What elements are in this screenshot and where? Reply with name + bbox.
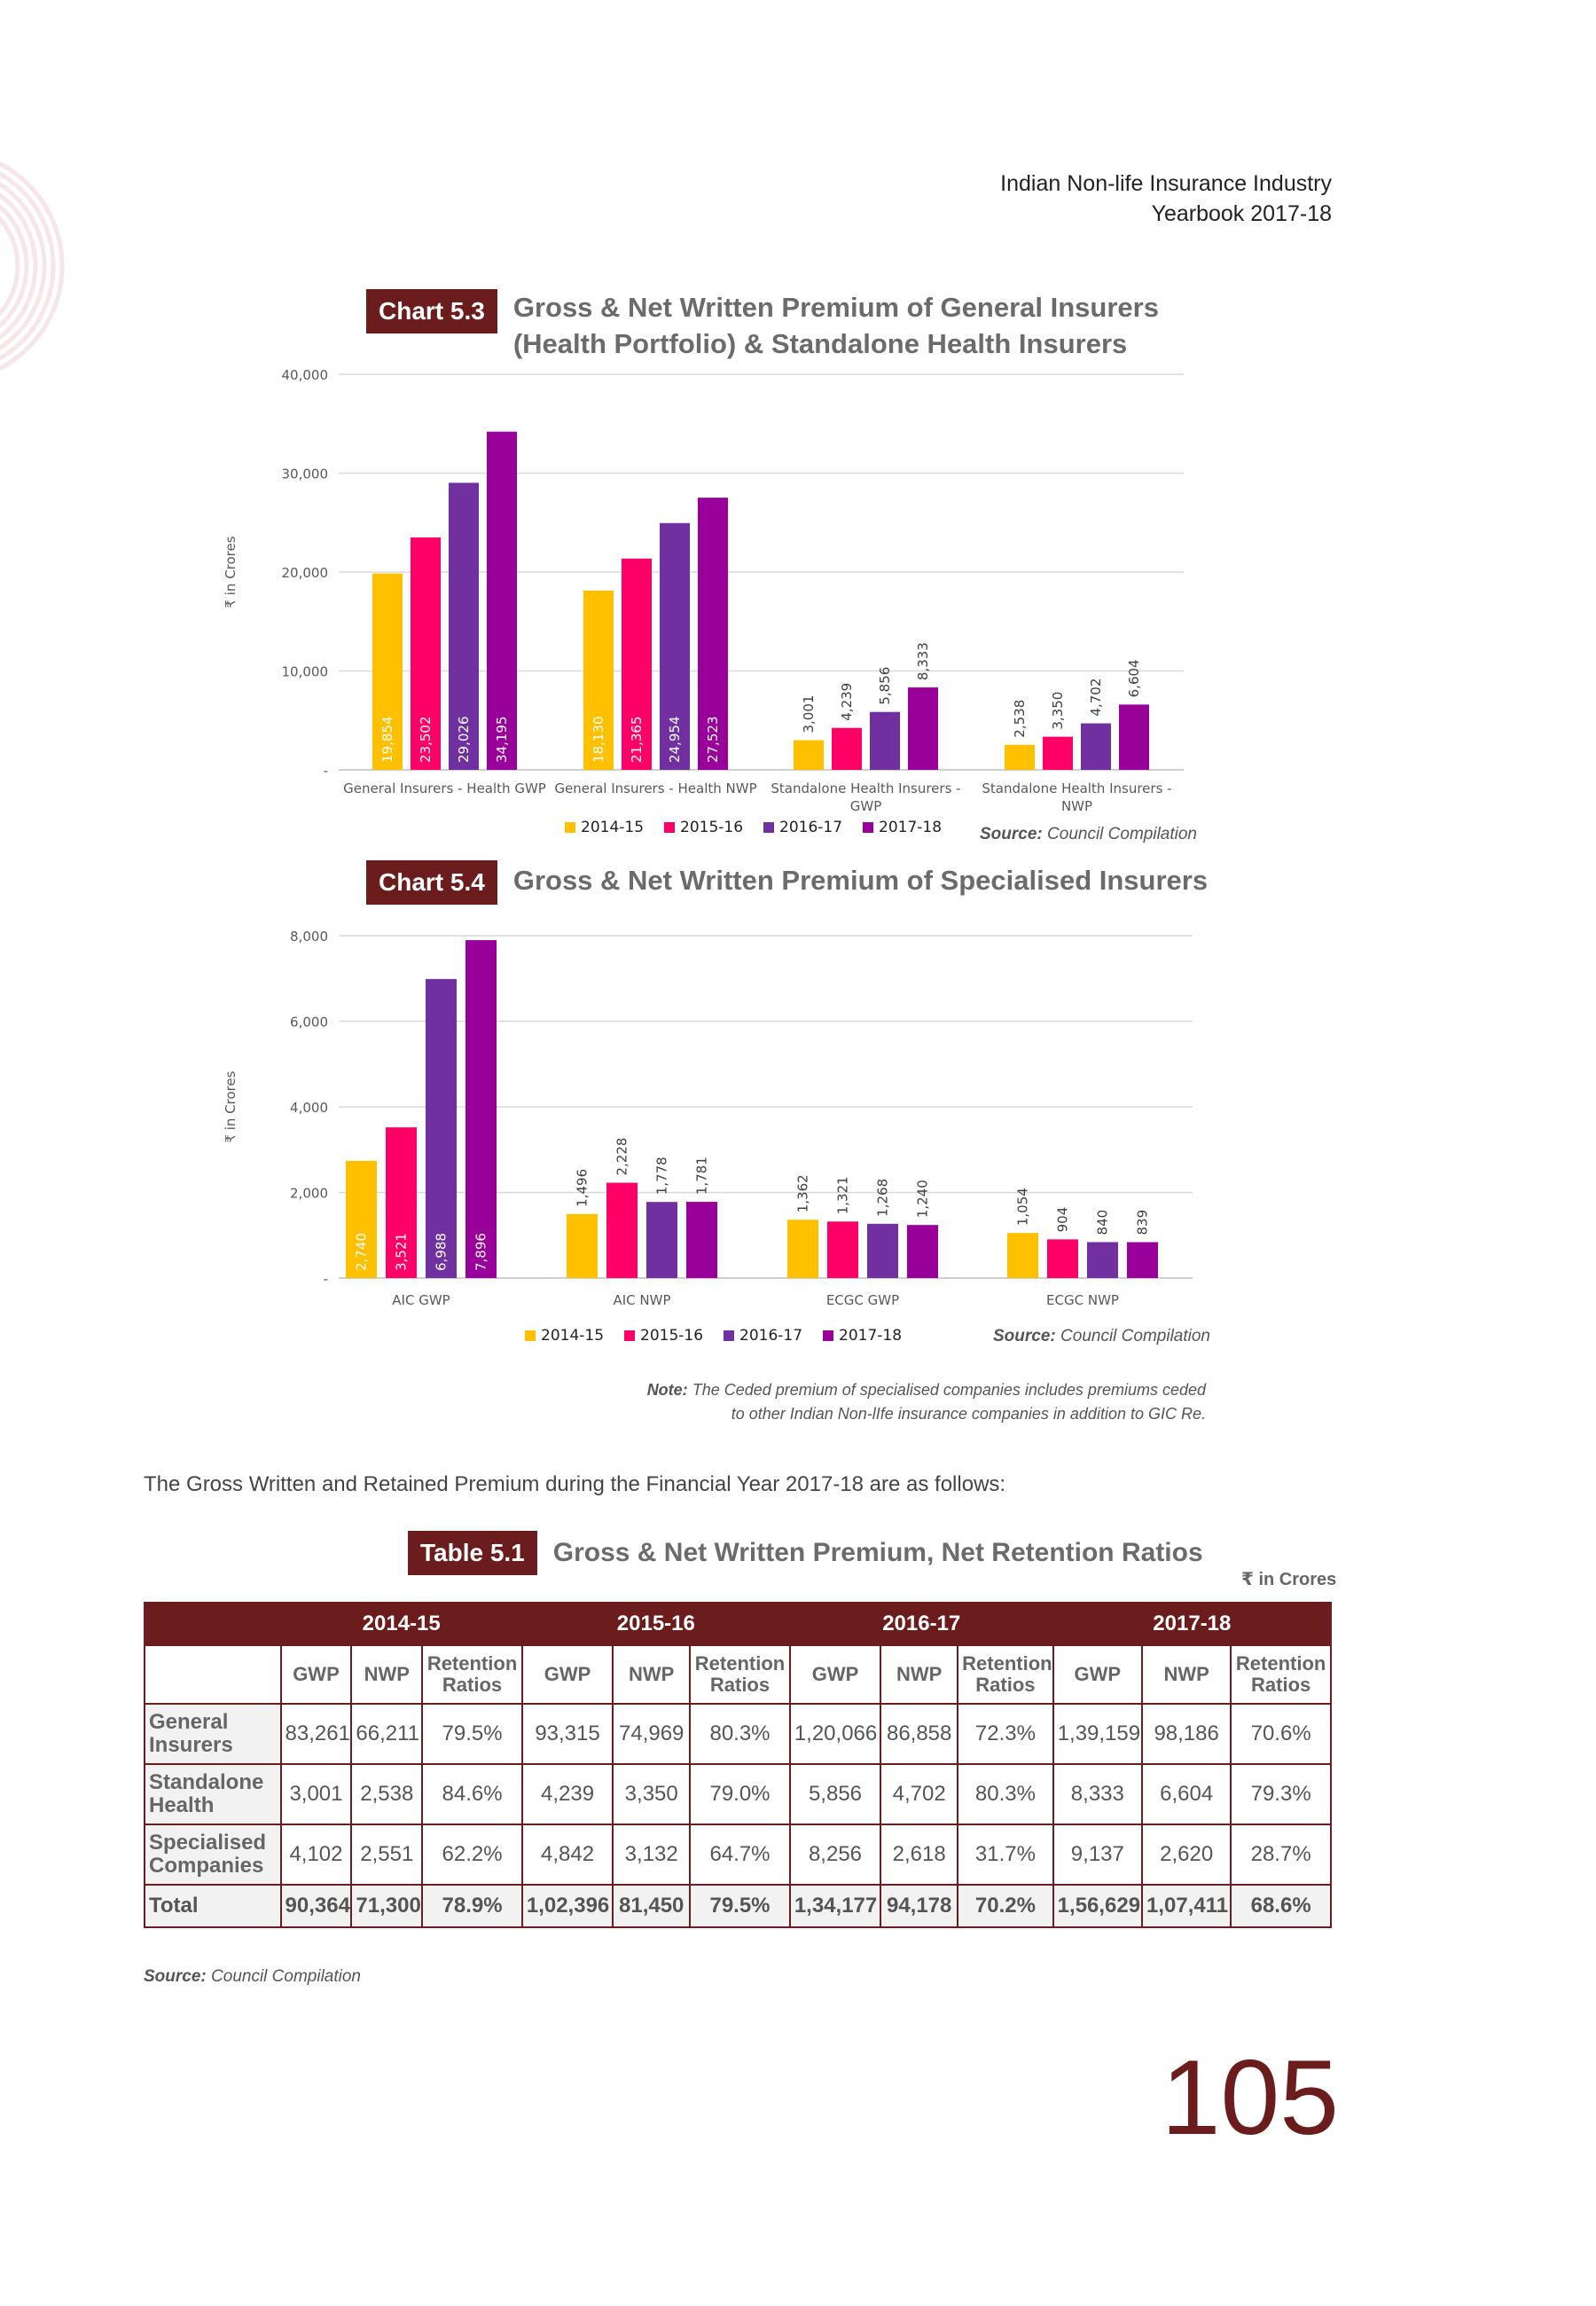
legend-swatch (664, 822, 675, 833)
category-label: General Insurers - Health GWP (343, 780, 546, 796)
table-cell: 1,34,177 (790, 1885, 880, 1927)
bar (832, 728, 862, 770)
table-cell: 81,450 (613, 1885, 690, 1927)
category-label: AIC GWP (392, 1292, 450, 1308)
data-label: 904 (1054, 1206, 1071, 1233)
table-corner (145, 1603, 281, 1645)
chart-5-4-badge: Chart 5.4 (366, 860, 497, 905)
legend-swatch (763, 822, 774, 833)
table-5-1-heading (408, 1531, 1203, 1575)
table-cell: 79.5% (422, 1704, 522, 1764)
data-label: 2,740 (353, 1233, 370, 1271)
table-subheader: NWP (880, 1645, 958, 1704)
data-label: 1,054 (1014, 1188, 1031, 1227)
data-label: 1,778 (653, 1157, 670, 1196)
chart-5-4-source-label: Source: (993, 1327, 1056, 1345)
data-label: 840 (1094, 1209, 1111, 1235)
category-label: GWP (849, 798, 882, 814)
data-label: 27,523 (705, 716, 721, 763)
data-label: 2,228 (614, 1137, 630, 1176)
table-cell: 80.3% (690, 1704, 790, 1764)
table-row-label: General Insurers (145, 1704, 281, 1764)
data-label: 4,239 (839, 682, 855, 721)
legend-swatch (525, 1330, 536, 1341)
table-row-label: Standalone Health (145, 1764, 281, 1824)
table-cell: 5,856 (790, 1764, 880, 1824)
table-cell: 83,261 (281, 1704, 352, 1764)
chart-5-3-title (513, 289, 1159, 362)
category-label: Standalone Health Insurers - (982, 780, 1172, 796)
table-cell: 1,02,396 (522, 1885, 613, 1927)
bar (1087, 1242, 1118, 1278)
table-subheader: NWP (613, 1645, 690, 1704)
data-label: 24,954 (667, 716, 683, 763)
y-tick-label: 40,000 (281, 367, 328, 383)
table-cell: 3,132 (613, 1824, 690, 1885)
note-label: Note: (646, 1381, 688, 1399)
bar (646, 1202, 677, 1278)
table-cell: 4,842 (522, 1824, 613, 1885)
table-cell: 90,364 (281, 1885, 352, 1927)
chart-5-3-badge: Chart 5.3 (366, 289, 497, 333)
table-row (145, 1824, 1331, 1885)
table-cell: 4,702 (880, 1764, 958, 1824)
table-subheader: GWP (790, 1645, 880, 1704)
data-label: 1,362 (794, 1174, 811, 1213)
chart-5-3-title-line1: Gross & Net Written Premium of General Insurers (512, 292, 1159, 323)
table-cell: 66,211 (351, 1704, 422, 1764)
table-subheader: GWP (1053, 1645, 1142, 1704)
data-label: 839 (1134, 1209, 1151, 1235)
table-subheader: Retention Ratios (422, 1645, 522, 1704)
legend-entry: 2017-18 (839, 1327, 903, 1345)
y-axis-label: ₹ in Crores (223, 536, 239, 608)
table-subheader: Retention Ratios (958, 1645, 1053, 1704)
table-cell: 98,186 (1142, 1704, 1231, 1764)
data-label: 19,854 (379, 716, 395, 763)
legend-entry: 2015-16 (680, 819, 744, 834)
table-cell: 79.0% (690, 1764, 790, 1824)
table-subheader: GWP (522, 1645, 613, 1704)
table-cell: 62.2% (422, 1824, 522, 1885)
chart-5-3-source-label: Source: (980, 825, 1043, 843)
bar (1119, 704, 1149, 770)
table-source-label: Source: (144, 1967, 207, 1986)
y-tick-label: 6,000 (290, 1014, 328, 1031)
bar (1047, 1239, 1078, 1278)
table-year-2017-18: 2017-18 (1053, 1603, 1331, 1645)
table-cell: 1,20,066 (790, 1704, 880, 1764)
chart-5-4-source (993, 1327, 1210, 1346)
data-label: 34,195 (494, 716, 510, 763)
category-label: ECGC NWP (1046, 1292, 1119, 1308)
intro-paragraph: The Gross Written and Retained Premium during the Financial Year 2017-18 are as follows: (144, 1472, 1006, 1496)
table-row-label: Specialised Companies (145, 1824, 281, 1885)
table-cell: 31.7% (958, 1824, 1053, 1885)
bar (1043, 737, 1073, 770)
y-tick-label: 10,000 (281, 663, 328, 680)
decorative-arcs (0, 0, 98, 426)
table-cell: 4,102 (281, 1824, 352, 1885)
y-tick-label: 2,000 (290, 1185, 328, 1202)
data-label: 18,130 (591, 716, 606, 763)
y-tick-label: - (323, 763, 328, 779)
table-unit: ₹ in Crores (1241, 1570, 1337, 1589)
y-axis-label: ₹ in Crores (223, 1071, 239, 1143)
table-corner-sub (145, 1645, 281, 1704)
bar (787, 1220, 818, 1278)
chart-5-3-source-text: Council Compilation (1047, 825, 1197, 843)
legend-swatch (863, 822, 873, 833)
table-row-label: Total (145, 1885, 281, 1927)
legend-entry: 2016-17 (739, 1327, 803, 1345)
table-sub-header (145, 1645, 1331, 1704)
bar (686, 1202, 717, 1278)
table-cell: 94,178 (880, 1885, 958, 1927)
bar (794, 741, 824, 770)
table-subheader: Retention Ratios (690, 1645, 790, 1704)
bar (1005, 745, 1035, 770)
table-cell: 93,315 (522, 1704, 613, 1764)
data-label: 3,521 (393, 1233, 410, 1271)
table-cell: 8,333 (1053, 1764, 1142, 1824)
table-cell: 8,256 (790, 1824, 880, 1885)
table-subheader: NWP (1142, 1645, 1231, 1704)
table-row (145, 1764, 1331, 1824)
data-label: 1,268 (874, 1178, 891, 1217)
table-cell: 4,239 (522, 1764, 613, 1824)
data-label: 8,333 (915, 642, 931, 681)
data-label: 2,538 (1012, 699, 1028, 738)
table-cell: 28.7% (1231, 1824, 1331, 1885)
chart-5-3-title-line2: (Health Portfolio) & Standalone Health Insurers (512, 328, 1128, 359)
y-tick-label: 20,000 (281, 565, 328, 581)
chart-5-4-title: Gross & Net Written Premium of Specialised Insurers (512, 865, 1209, 896)
legend-entry: 2014-15 (541, 1327, 605, 1345)
table-cell: 3,350 (613, 1764, 690, 1824)
table-cell: 1,07,411 (1142, 1885, 1231, 1927)
data-label: 3,350 (1050, 691, 1066, 730)
bar (827, 1221, 858, 1278)
table-cell: 1,39,159 (1053, 1704, 1142, 1764)
y-tick-label: 30,000 (281, 466, 328, 482)
data-label: 5,856 (877, 666, 893, 705)
bar (466, 940, 497, 1278)
data-label: 7,896 (473, 1233, 489, 1271)
table-cell: 71,300 (351, 1885, 422, 1927)
data-label: 3,001 (801, 694, 817, 733)
table-year-2016-17: 2016-17 (790, 1603, 1053, 1645)
data-label: 23,502 (418, 716, 434, 763)
chart-5-3-heading (366, 289, 1159, 362)
table-year-2015-16: 2015-16 (522, 1603, 790, 1645)
table-5-1-title: Gross & Net Written Premium, Net Retention Ratios (552, 1538, 1203, 1567)
table-subheader: GWP (281, 1645, 352, 1704)
table-row (145, 1704, 1331, 1764)
table-source-text: Council Compilation (211, 1967, 361, 1986)
legend-swatch (624, 1330, 635, 1341)
table-cell: 64.7% (690, 1824, 790, 1885)
data-label: 6,604 (1126, 659, 1142, 698)
legend-swatch (565, 822, 575, 833)
table-cell: 79.5% (690, 1885, 790, 1927)
page-number: 105 (1161, 2038, 1339, 2157)
table-cell: 3,001 (281, 1764, 352, 1824)
legend-entry: 2016-17 (779, 819, 843, 834)
bar (908, 687, 938, 770)
table-cell: 72.3% (958, 1704, 1053, 1764)
table-cell: 79.3% (1231, 1764, 1331, 1824)
y-tick-label: - (323, 1271, 328, 1287)
table-cell: 2,620 (1142, 1824, 1231, 1885)
table-cell: 2,618 (880, 1824, 958, 1885)
table-cell: 74,969 (613, 1704, 690, 1764)
table-cell: 84.6% (422, 1764, 522, 1824)
header-line2: Yearbook 2017-18 (1151, 201, 1332, 226)
y-tick-label: 8,000 (290, 929, 328, 945)
table-subheader: NWP (351, 1645, 422, 1704)
table-cell: 70.2% (958, 1885, 1053, 1927)
category-label: NWP (1060, 798, 1093, 814)
bar (1007, 1233, 1038, 1278)
category-label: AIC NWP (613, 1292, 671, 1308)
table-cell: 2,538 (351, 1764, 422, 1824)
legend-swatch (724, 1330, 734, 1341)
table-year-2014-15: 2014-15 (281, 1603, 522, 1645)
data-label: 1,321 (834, 1176, 851, 1215)
bar (907, 1225, 938, 1278)
table-source (144, 1967, 361, 1987)
bar (867, 1224, 898, 1278)
bar (870, 712, 900, 770)
data-label: 1,496 (574, 1168, 591, 1207)
legend-entry: 2014-15 (581, 819, 645, 834)
table-cell: 68.6% (1231, 1885, 1331, 1927)
data-label: 1,781 (693, 1157, 710, 1196)
table-row (145, 1885, 1331, 1927)
bar (1127, 1243, 1158, 1278)
category-label: Standalone Health Insurers - (771, 780, 961, 796)
legend-entry: 2015-16 (640, 1327, 704, 1345)
chart-note (621, 1378, 1206, 1426)
bar (606, 1182, 638, 1278)
table-year-header (145, 1603, 1331, 1645)
table-cell: 78.9% (422, 1885, 522, 1927)
premium-table (144, 1602, 1332, 1928)
data-label: 21,365 (629, 716, 645, 763)
table-5-1-badge: Table 5.1 (408, 1531, 537, 1575)
bar (567, 1214, 598, 1278)
chart-5-4 (213, 914, 1224, 1357)
y-tick-label: 4,000 (290, 1100, 328, 1116)
table-cell: 2,551 (351, 1824, 422, 1885)
chart-5-3 (213, 355, 1224, 834)
page-header (1000, 169, 1332, 229)
chart-5-3-source (980, 825, 1197, 844)
data-label: 6,988 (433, 1233, 450, 1271)
legend-swatch (823, 1330, 833, 1341)
chart-5-4-heading (366, 860, 1208, 905)
table-subheader: Retention Ratios (1231, 1645, 1331, 1704)
note-line1: The Ceded premium of specialised companies includes premiums ceded (692, 1381, 1206, 1399)
category-label: ECGC GWP (825, 1292, 900, 1308)
category-label: General Insurers - Health NWP (554, 780, 757, 796)
data-label: 1,240 (914, 1180, 931, 1219)
table-cell: 6,604 (1142, 1764, 1231, 1824)
bar (1081, 724, 1111, 770)
table-cell: 70.6% (1231, 1704, 1331, 1764)
table-cell: 1,56,629 (1053, 1885, 1142, 1927)
table-cell: 86,858 (880, 1704, 958, 1764)
table-cell: 80.3% (958, 1764, 1053, 1824)
table-cell: 9,137 (1053, 1824, 1142, 1885)
note-line2: to other Indian Non-lIfe insurance companies in addition to GIC Re. (731, 1405, 1206, 1423)
legend-entry: 2017-18 (879, 819, 943, 834)
data-label: 29,026 (456, 716, 472, 763)
header-line1: Indian Non-life Insurance Industry (1000, 171, 1332, 196)
chart-5-4-source-text: Council Compilation (1060, 1327, 1210, 1345)
data-label: 4,702 (1088, 678, 1104, 717)
